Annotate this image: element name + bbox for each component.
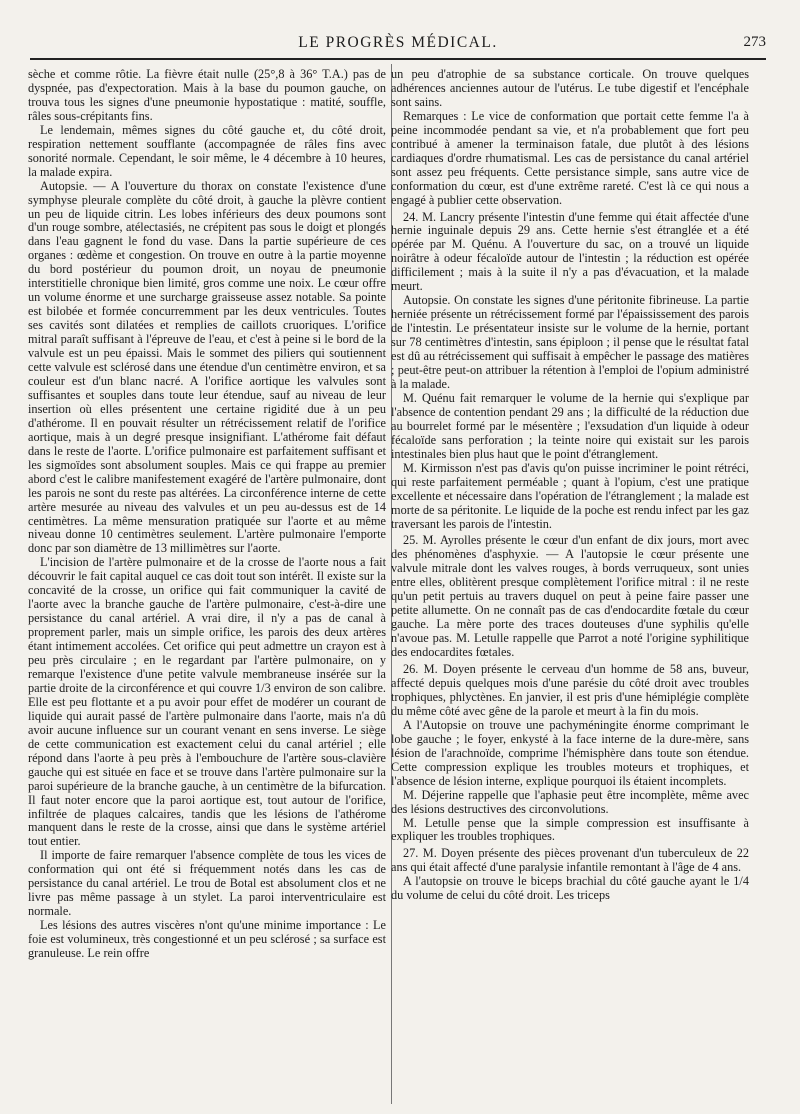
paragraph: 26. M. Doyen présente le cerveau d'un homme de 58 ans, buveur, affecté depuis quelques mois d'une parésie du côté droit avec troubles trophiques, phlyctènes. En janvier, il est pris d'une hémiplégie complète du même côté avec gêne de la parole et meurt à la fin du mois. (391, 662, 749, 718)
page-number: 273 (743, 34, 766, 50)
paragraph: 27. M. Doyen présente des pièces provenant d'un tuberculeux de 22 ans qui était affecté d'une paralysie infantile remontant à l'âge de 4 ans. (391, 846, 749, 875)
paragraph: M. Kirmisson n'est pas d'avis qu'on puisse incriminer le point rétréci, qui reste parfaitement perméable ; quant à l'opium, c'est une pratique excellente et nécessaire dans l'opération de l'étranglement ; la malade est morte de sa péritonite. Le liquide de la poche est rendu infect par les gaz traversant les parois de l'intestin. (391, 460, 749, 531)
paragraph: Autopsie. On constate les signes d'une péritonite fibrineuse. La partie herniée présente un rétrécissement formé par l'épaississement des parois de l'intestin. Le présentateur insiste sur le volume de la hernie, portant sur 78 centimètres d'intestin, sans épiploon ; il pense que le résultat fatal est dû au rétrécissement qui suffisait à empêcher le passage des matières ; peut-être peut-on attribuer la rétention à l'emploi de l'opium administré à la malade. (391, 293, 749, 391)
paragraph: 25. M. Ayrolles présente le cœur d'un enfant de dix jours, mort avec des phénomènes d'asphyxie. — A l'autopsie le cœur présente une valvule mitrale dont les valves rouges, à bords verruqueux, sont unies entre elles, oblitèrent presque complètement l'orifice mitral : il ne reste qu'un petit pertuis au travers duquel on peut à peine faire passer une petite allumette. On ne connaît pas de cas d'endocardite fœtale du cœur gauche. La mère porte des traces douteuses d'une syphilis qu'elle n'avoue pas. M. Letulle rappelle que Parrot a noté l'origine syphilitique des endocardites fœtales. (391, 533, 749, 660)
paragraph: Le lendemain, mêmes signes du côté gauche et, du côté droit, respiration nettement soufflante (accompagnée de râles fins avec sonorité normale. Cependant, le soir même, le 4 décembre à 10 heures, la malade expira. (28, 122, 386, 179)
paragraph: L'incision de l'artère pulmonaire et de la crosse de l'aorte nous a fait découvrir le fait capital auquel ce cas doit tout son intérêt. Il existe sur la concavité de la crosse, un orifice qui fait communiquer la cavité de l'aorte avec la branche gauche de l'artère pulmonaire, c'est-à-dire une persistance du canal artériel. A vrai dire, il n'y a pas de canal à proprement parler, mais un simple orifice, les parois des deux artères étant intimement accolées. Cet orifice qui peut admettre un crayon est à peu près circulaire ; en le regardant par l'artère pulmonaire, on y remarque l'existence d'une petite valvule membraneuse insérée sur la partie droite de la circonférence et qui couvre 1/3 environ de son calibre. Elle est peu flottante et a pu avoir pour effet de modérer un courant de liquide qui aurait passé de l'artère pulmonaire dans l'aorte, mais n'a dû avoir aucune influence sur un courant venant en sens inverse. Le siège de cette communication est exactement celui du canal artériel ; elle répond dans l'aorte à peu près à l'embouchure de l'artère sous-clavière gauche qui est située en face et se trouve dans l'artère pulmonaire sur la paroi supérieure de la branche gauche, à un centimètre de la bifurcation. Il faut noter encore que la paroi aortique est, tout autour de l'orifice, infiltrée de plaques calcaires, tandis que les lésions de l'athérome manquent dans le reste de la crosse, ainsi que dans le système artériel tout entier. (28, 555, 386, 849)
paragraph: A l'autopsie on trouve le biceps brachial du côté gauche ayant le 1/4 du volume de celui du côté droit. Les triceps (391, 874, 749, 903)
paragraph: A l'Autopsie on trouve une pachyméningite énorme comprimant le lobe gauche ; le foyer, enkysté à la face interne de la dure-mère, sans lésion de l'arachnoïde, comprime l'hémisphère dans toute son étendue. Cette compression explique les troubles moteurs et trophiques, et l'absence de lésion interne, explique pourquoi ils étaient incomplets. (391, 717, 749, 788)
right-column (391, 68, 749, 903)
paragraph: M. Letulle pense que la simple compression est insuffisante à expliquer les troubles trophiques. (391, 815, 749, 844)
paragraph: Il importe de faire remarquer l'absence complète de tous les vices de conformation qui ont été si fréquemment notés dans les cas de persistance du canal artériel. Le trou de Botal est absolument clos et ne livre pas même passage à un stylet. La paroi interventriculaire est normale. (28, 848, 386, 919)
running-header (30, 30, 766, 60)
paragraph: M. Déjerine rappelle que l'aphasie peut être incomplète, même avec des lésions destructives des circonvolutions. (391, 787, 749, 816)
paragraph: sèche et comme rôtie. La fièvre était nulle (25°,8 à 36° T.A.) pas de dyspnée, pas d'expectoration. Mais à la base du poumon gauche, on trouva tous les signes d'une pneumonie hypostatique : matité, souffle, râles sous-crépitants fins. (28, 67, 386, 123)
paragraph: 24. M. Lancry présente l'intestin d'une femme qui était affectée d'une hernie inguinale depuis 29 ans. Cette hernie s'est étranglée et a été opérée par M. Quénu. A l'ouverture du sac, on a trouvé un liquide noirâtre à odeur fécaloïde autour de l'intestin ; la réduction est opérée difficilement ; mais à la suite il n'y a pas d'évacuation, et la malade meurt. (391, 209, 749, 294)
journal-title: LE PROGRÈS MÉDICAL. (298, 34, 498, 51)
paragraph: un peu d'atrophie de sa substance corticale. On trouve quelques adhérences anciennes autour de l'utérus. Le tube digestif et l'encéphale sont sains. (391, 67, 749, 109)
paragraph: M. Quénu fait remarquer le volume de la hernie qui s'explique par l'absence de contention pendant 29 ans ; la difficulté de la réduction due au bourrelet formé par le mésentère ; l'exsudation d'un liquide à odeur fécaloïde sans perforation ; la teinte noire qui existait sur les parois intestinales bien plus haut que le point d'étranglement. (391, 390, 749, 461)
paragraph: Autopsie. — A l'ouverture du thorax on constate l'existence d'une symphyse pleurale complète du côté droit, à gauche la plèvre contient un peu de liquide citrin. Les lobes inférieurs des deux poumons sont d'un rouge sombre, atélectasiés, ne crépitent pas sous le doigt et plongés dans l'eau gagnent le fond du vase. Dans la partie supérieure de ces organes : œdème et congestion. On trouve en outre à la partie moyenne du bord postérieur du poumon droit, un noyau de pneumonie interstitielle chronique bien limité, gros comme une noix. Le cœur offre un volume énorme et une surcharge graisseuse assez notable. Sa pointe est bilobée et formée concurremment par les deux ventricules. Toutes ses cavités sont dilatées et remplies de caillots cruoriques. L'orifice mitral paraît suffisant à l'épreuve de l'eau, et c'est à peine si le bord de la valvule est un peu épaissi. Mais le sommet des piliers qui soutiennent cette valvule est sclérosé dans une étendue d'un centimètre environ, et sa couleur est d'un blanc nacré. A l'orifice aortique les valvules sont suffisantes et souples dans toute leur étendue, sauf au niveau de leur insertion où elles présentent une certaine rigidité due à un peu d'athérome. Il en pouvait résulter un rétrécissement relatif de l'orifice aortique, mais à un degré presque insignifiant. L'athérome fait défaut dans le reste de l'aorte. L'orifice pulmonaire est parfaitement suffisant et les sigmoïdes sont absolument souples. Mais ce qui frappe au premier abord c'est le calibre manifestement exagéré de l'artère pulmonaire, dont les parois ne sont du reste pas altérées. La circonférence interne de cette artère mesurée au niveau des valvules et un peu au-dessus est de 14 centimètres. La même mensuration pratiquée sur l'aorte et au même niveau donne 10 centimètres seulement. L'artère pulmonaire l'emporte donc par son diamètre de 13 millimètres sur l'aorte. (28, 178, 386, 556)
left-column (28, 68, 386, 961)
paragraph: Remarques : Le vice de conformation que portait cette femme l'a à peine incommodée pendant sa vie, et n'a probablement que fort peu contribué à amener la terminaison fatale, due plutôt à des lésions cardiaques d'ordre rhumatismal. Les cas de persistance du canal artériel sont assez peu fréquents. Cette persistance simple, sans autre vice de conformation du cœur, est d'une extrême rareté. C'est là ce qui nous a engagé à publier cette observation. (391, 108, 749, 207)
paragraph: Les lésions des autres viscères n'ont qu'une minime importance : Le foie est volumineux, très congestionné et un peu sclérosé ; sa surface est granuleuse. Le rein offre (28, 918, 386, 961)
